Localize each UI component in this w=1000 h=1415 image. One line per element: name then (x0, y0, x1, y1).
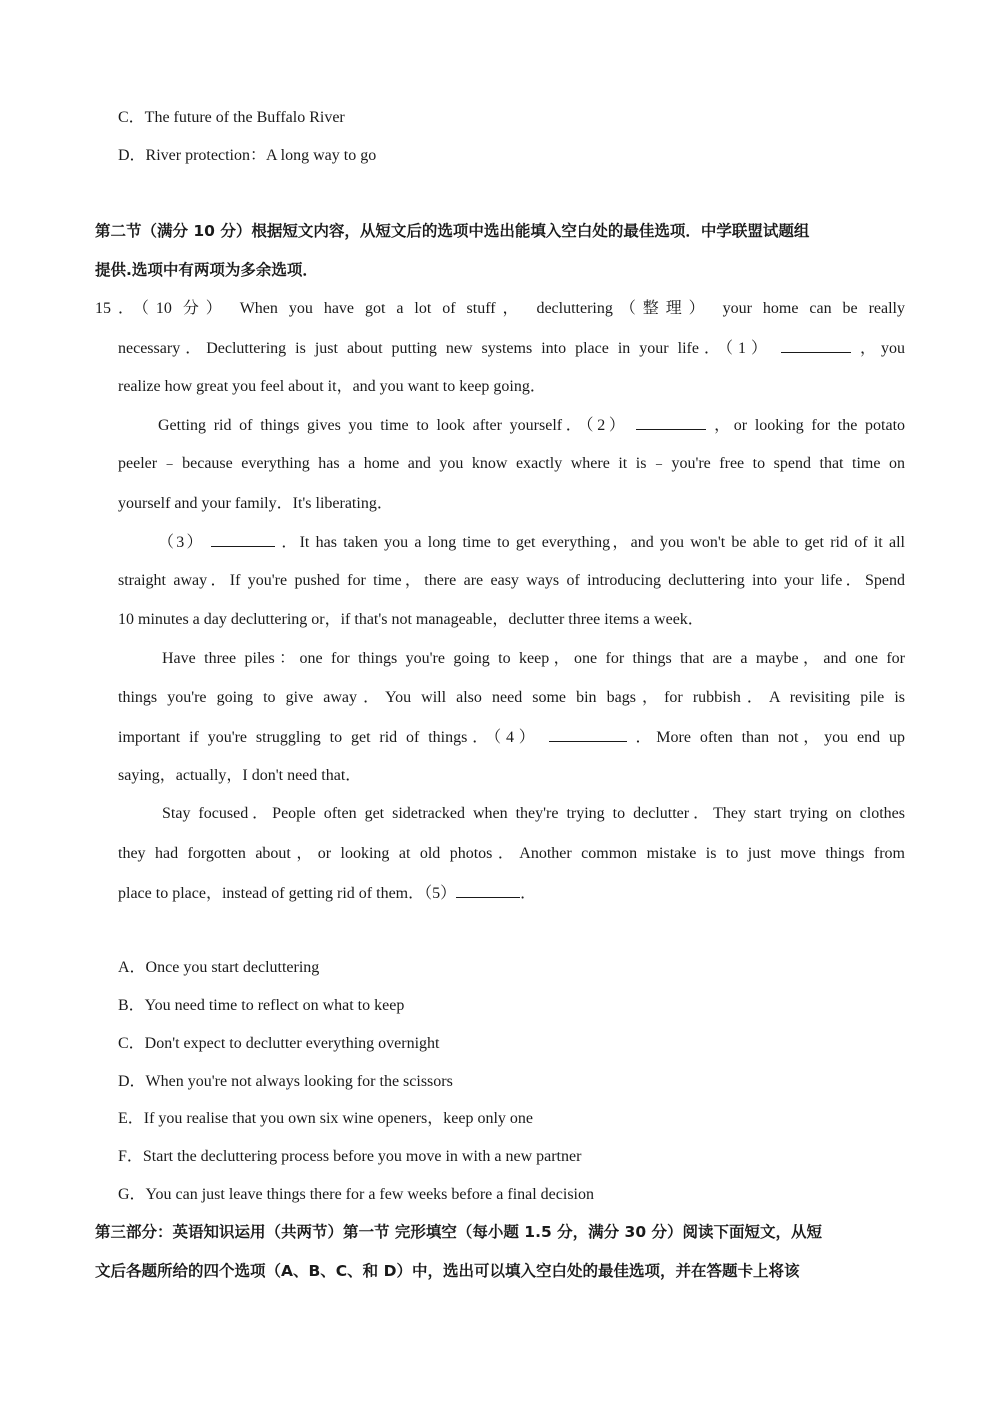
option-b: B．You need time to reflect on what to keep (118, 997, 405, 1014)
section3-heading-line2: 文后各题所给的四个选项（A、B、C、和 D）中，选出可以填入空白处的最佳选项，并在答题卡上将该 (95, 1262, 800, 1280)
blank-3[interactable] (211, 532, 275, 547)
q15-p2-l1a: Getting rid of things gives you time to look after yourself．（2） (158, 417, 629, 434)
q15-p4-l2: things you're going to give away．You will also need some bin bags，for rubbish．A revisiting pile is (118, 689, 905, 706)
prev-option-b: C．The future of the Buffalo River (118, 109, 345, 126)
q15-p4-l4: saying，actually，I don't need that． (118, 767, 362, 784)
q15-line1 (95, 299, 905, 319)
q15-p2-line1 (158, 415, 905, 435)
q15-p5-l1: Stay focused．People often get sidetracked when they're trying to declutter．They start trying on clothes (162, 805, 905, 822)
blank-5[interactable] (456, 883, 520, 898)
blank-2[interactable] (636, 415, 706, 430)
section3-heading-line1: 第三部分：英语知识运用（共两节）第一节 完形填空（每小题 1.5 分，满分 30 分）阅读下面短文，从短 (95, 1223, 823, 1241)
q15-p3-l1a: （3） (158, 534, 205, 551)
option-c: C．Don't expect to declutter everything overnight (118, 1035, 440, 1052)
option-g: G．You can just leave things there for a few weeks before a final decision (118, 1186, 595, 1203)
q15-p1-l3: realize how great you feel about it，and you want to keep going． (118, 378, 546, 395)
q15-p2-l1b: ，or looking for the potato (714, 417, 905, 434)
q15-p4-line3 (118, 727, 905, 747)
blank-4[interactable] (549, 727, 627, 742)
option-d: D．When you're not always looking for the scissors (118, 1073, 453, 1090)
blank-1[interactable] (781, 338, 851, 353)
q15-p4-l3a: important if you're struggling to get rid of things．（4） (118, 729, 540, 746)
q15-p5-l3b: ． (520, 885, 537, 902)
q15-p3-l2: straight away．If you're pushed for time，there are easy ways of introducing decluttering into your life．Spend (118, 572, 905, 589)
option-f: F．Start the decluttering process before you move in with a new partner (118, 1148, 582, 1165)
q15-p5-l2: they had forgotten about，or looking at old photos．Another common mistake is to just move things from (118, 845, 905, 862)
q15-p2-l2: peeler﹣because everything has a home and you know exactly where it is﹣you're free to spend that time on (118, 455, 905, 472)
q15-p3-line1 (158, 532, 905, 552)
q15-p5-line3 (118, 883, 536, 904)
section2-heading-line1: 第二节（满分 10 分）根据短文内容，从短文后的选项中选出能填入空白处的最佳选项．中学联盟试题组 (95, 222, 810, 240)
q15-p4-l3b: ．More often than not，you end up (635, 729, 905, 746)
question-number: 15．（10 分） (95, 300, 229, 317)
q15-line2 (118, 338, 905, 358)
q15-p2-l3: yourself and your family．It's liberating． (118, 495, 393, 512)
q15-p1-l1: When you have got a lot of stuff， decluttering（整理） your home can be really (239, 300, 905, 317)
q15-p1-l2a: necessary．Decluttering is just about putting new systems into place in your life．（1） (118, 340, 772, 357)
option-a: A．Once you start decluttering (118, 959, 320, 976)
q15-p3-l3: 10 minutes a day decluttering or，if that's not manageable，declutter three items a week． (118, 611, 704, 628)
q15-p3-l1b: ．It has taken you a long time to get everything，and you won't be able to get rid of it all (281, 534, 905, 551)
q15-p5-l3a: place to place，instead of getting rid of them．（5） (118, 885, 457, 902)
section2-heading-line2: 提供.选项中有两项为多余选项． (95, 261, 318, 279)
q15-p1-l2b: ，you (860, 340, 905, 357)
prev-option-c: D．River protection：A long way to go (118, 147, 377, 164)
q15-p4-l1: Have three piles：one for things you're going to keep，one for things that are a maybe，and one for (162, 650, 905, 667)
option-e: E．If you realise that you own six wine openers，keep only one (118, 1110, 534, 1127)
